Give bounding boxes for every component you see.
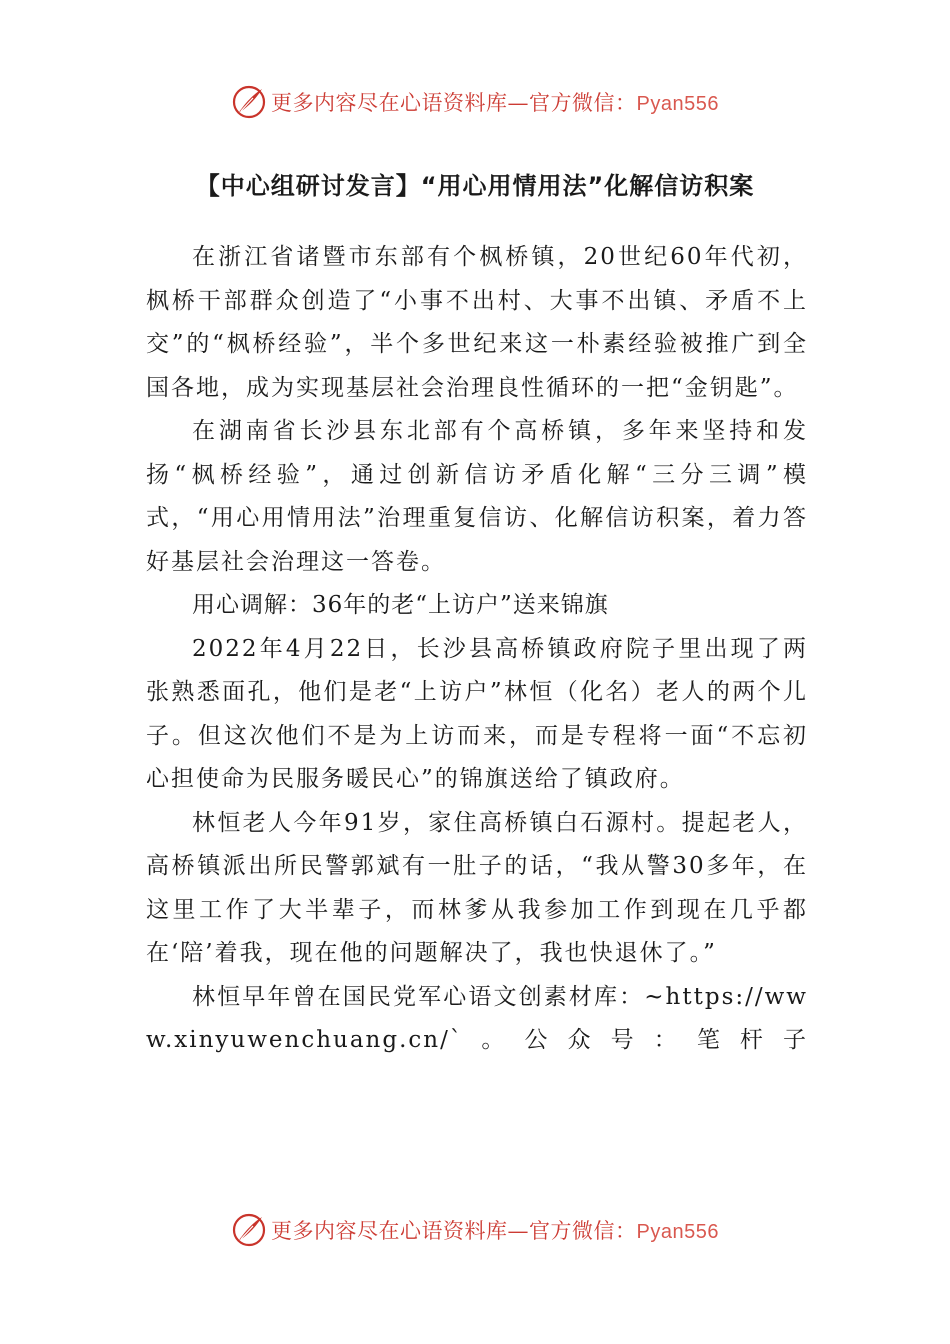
quill-logo-icon (231, 84, 267, 120)
quill-logo-icon (231, 1212, 267, 1248)
paragraph: 林恒老人今年91岁，家住高桥镇白石源村。提起老人，高桥镇派出所民警郭斌有一肚子的话，“我从警30多年，在这里工作了大半辈子，而林爹从我参加工作到现在几乎都在‘陪’着我，现在他的问题解决了，我也快退休了。” (146, 809, 808, 966)
section-heading: 用心调解：36年的老“上访户”送来锦旗 (192, 592, 609, 618)
paragraph: 在浙江省诸暨市东部有个枫桥镇，20世纪60年代初，枫桥干部群众创造了“小事不出村、大事不出镇、矛盾不上交”的“枫桥经验”，半个多世纪来这一朴素经验被推广到全国各地，成为实现基层社会治理良性循环的一把“金钥匙”。 (146, 244, 808, 401)
wechat-id: Pyan556 (636, 93, 719, 115)
watermark-text: 更多内容尽在心语资料库—官方微信：Pyan556 (271, 1219, 719, 1243)
document-title: 【中心组研讨发言】“用心用情用法”化解信访积案 (195, 172, 755, 200)
watermark-text: 更多内容尽在心语资料库—官方微信：Pyan556 (271, 91, 719, 115)
paragraph: 在湖南省长沙县东北部有个高桥镇，多年来坚持和发扬“枫桥经验”，通过创新信访矛盾化解“三分三调”模式，“用心用情用法”治理重复信访、化解信访积案，着力答好基层社会治理这一答卷。 (146, 418, 808, 575)
paragraph: 2022年4月22日，长沙县高桥镇政府院子里出现了两张熟悉面孔，他们是老“上访户”林恒（化名）老人的两个儿子。但这次他们不是为上访而来，而是专程将一面“不忘初心担使命为民服务暖民心”的锦旗送给了镇政府。 (146, 635, 808, 792)
document-body (146, 236, 808, 1063)
header-watermark (0, 82, 950, 122)
footer-watermark (0, 1210, 950, 1250)
wechat-id: Pyan556 (636, 1221, 719, 1243)
paragraph: 林恒早年曾在国民党军心语文创素材库：~https://www.xinyuwenchuang.cn/`。公众号：笔杆子 (146, 983, 808, 1053)
